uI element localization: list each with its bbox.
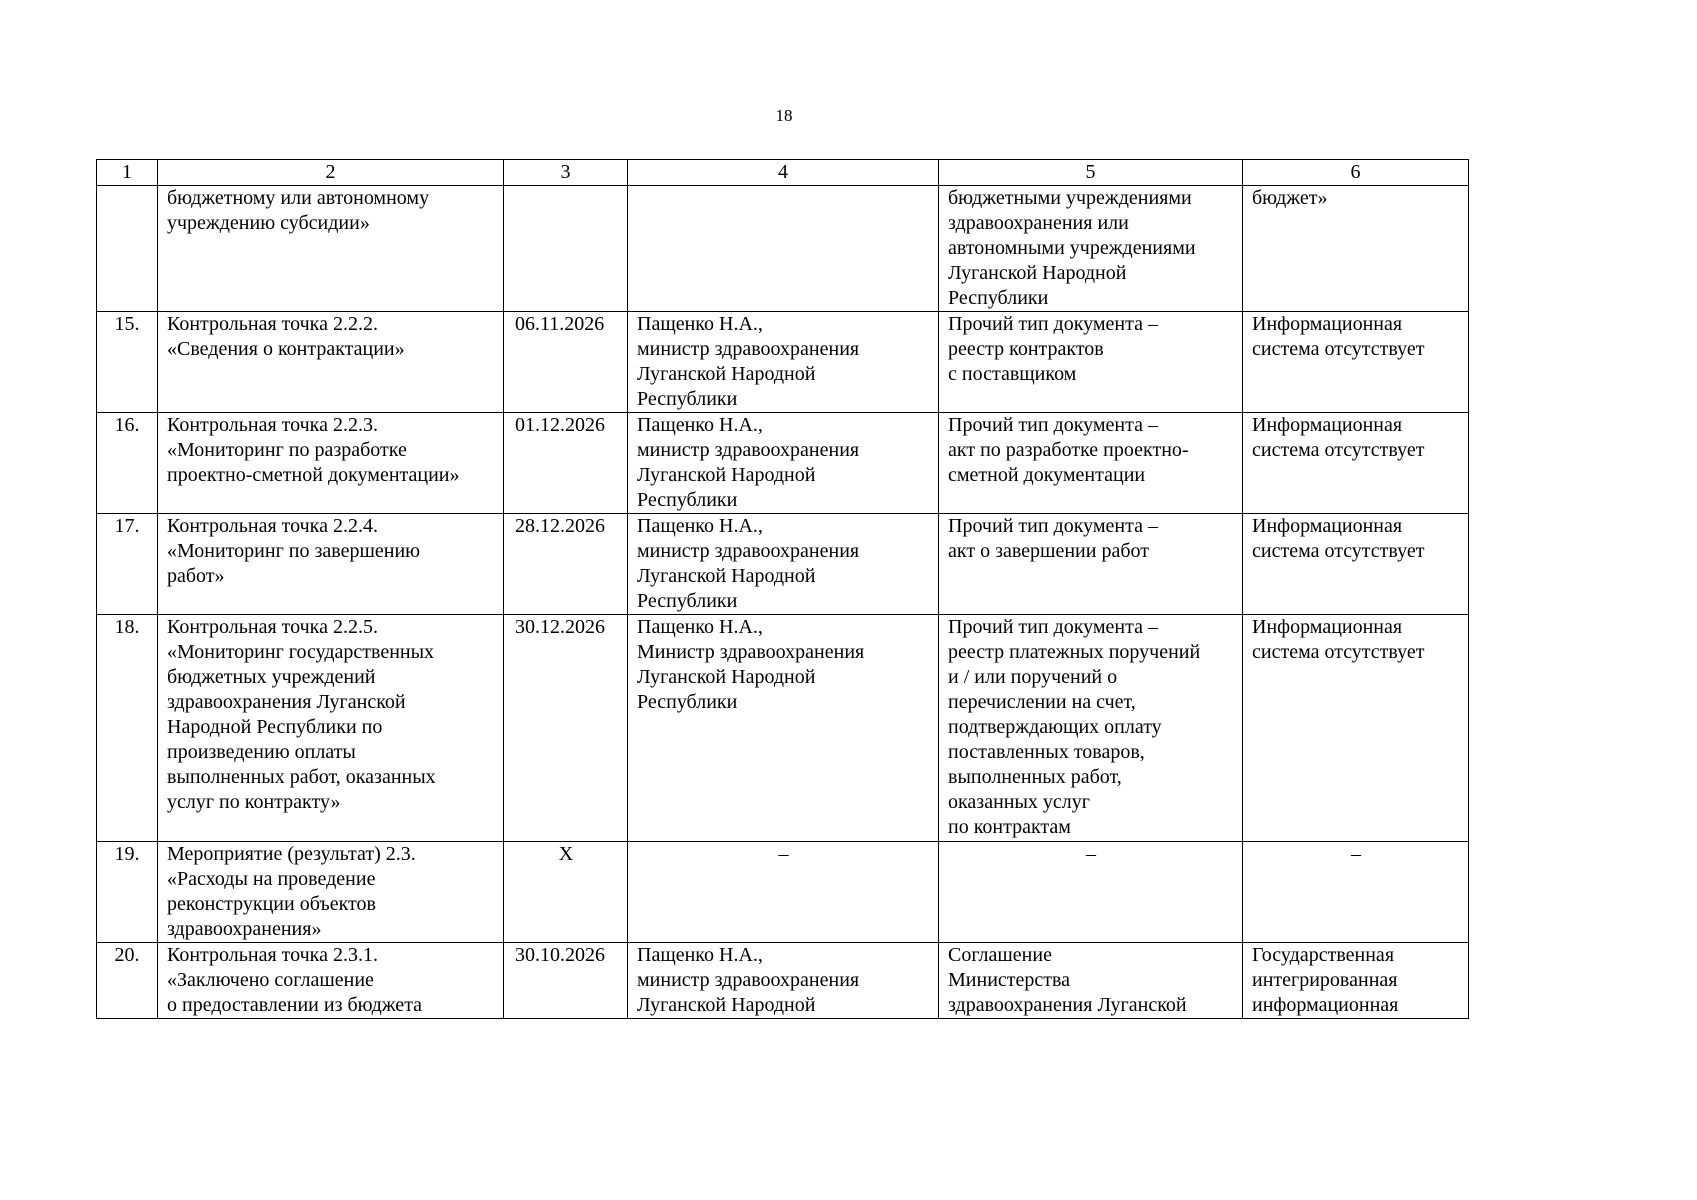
row-system-cell: бюджет» — [1243, 186, 1469, 312]
row-document-cell: Прочий тип документа – акт о завершении работ — [939, 514, 1243, 615]
row-title-cell: бюджетному или автономному учреждению субсидии» — [158, 186, 504, 312]
table-row — [97, 943, 1469, 1019]
row-document-cell: Прочий тип документа – акт по разработке проектно- сметной документации — [939, 413, 1243, 514]
row-document-cell: Прочий тип документа – реестр платежных поручений и / или поручений о перечислении на счет, подтверждающих оплату поставленных товаров, выполненных работ, оказанных услуг по контрактам — [939, 615, 1243, 842]
page-number: 18 — [775, 106, 793, 125]
row-number-cell: 19. — [97, 842, 158, 943]
row-system-cell: – — [1243, 842, 1469, 943]
row-document-cell: – — [939, 842, 1243, 943]
row-system-cell: Информационная система отсутствует — [1243, 413, 1469, 514]
column-header: 4 — [628, 160, 939, 186]
row-responsible-cell: Пащенко Н.А., министр здравоохранения Луганской Народной — [628, 943, 939, 1019]
row-document-cell: Прочий тип документа – реестр контрактов с поставщиком — [939, 312, 1243, 413]
row-date-cell: 30.10.2026 — [504, 943, 628, 1019]
row-number-cell: 17. — [97, 514, 158, 615]
column-header: 3 — [504, 160, 628, 186]
table-row — [97, 186, 1469, 312]
row-responsible-cell: Пащенко Н.А., Министр здравоохранения Луганской Народной Республики — [628, 615, 939, 842]
row-number-cell — [97, 186, 158, 312]
row-document-cell: бюджетными учреждениями здравоохранения или автономными учреждениями Луганской Народной Республики — [939, 186, 1243, 312]
row-date-cell: 28.12.2026 — [504, 514, 628, 615]
row-number-cell: 18. — [97, 615, 158, 842]
row-date-cell: 06.11.2026 — [504, 312, 628, 413]
table-row — [97, 413, 1469, 514]
row-number-cell: 16. — [97, 413, 158, 514]
row-number-cell: 20. — [97, 943, 158, 1019]
row-title-cell: Контрольная точка 2.2.4. «Мониторинг по завершению работ» — [158, 514, 504, 615]
row-title-cell: Контрольная точка 2.2.3. «Мониторинг по разработке проектно-сметной документации» — [158, 413, 504, 514]
row-title-cell: Контрольная точка 2.3.1. «Заключено соглашение о предоставлении из бюджета — [158, 943, 504, 1019]
column-header: 5 — [939, 160, 1243, 186]
row-title-cell: Контрольная точка 2.2.5. «Мониторинг государственных бюджетных учреждений здравоохранения Луганской Народной Республики по произведению оплаты выполненных работ, оказанных услуг по контракту» — [158, 615, 504, 842]
table-row — [97, 514, 1469, 615]
row-system-cell: Информационная система отсутствует — [1243, 312, 1469, 413]
table-header-row — [97, 160, 1469, 186]
row-system-cell: Информационная система отсутствует — [1243, 514, 1469, 615]
row-number-cell: 15. — [97, 312, 158, 413]
row-title-cell: Контрольная точка 2.2.2. «Сведения о контрактации» — [158, 312, 504, 413]
row-responsible-cell: – — [628, 842, 939, 943]
measures-table — [96, 159, 1469, 1019]
row-date-cell — [504, 186, 628, 312]
table-row — [97, 842, 1469, 943]
row-responsible-cell — [628, 186, 939, 312]
row-date-cell: X — [504, 842, 628, 943]
table-row — [97, 615, 1469, 842]
column-header: 1 — [97, 160, 158, 186]
row-title-cell: Мероприятие (результат) 2.3. «Расходы на проведение реконструкции объектов здравоохранения» — [158, 842, 504, 943]
row-responsible-cell: Пащенко Н.А., министр здравоохранения Луганской Народной Республики — [628, 514, 939, 615]
column-header: 6 — [1243, 160, 1469, 186]
row-date-cell: 30.12.2026 — [504, 615, 628, 842]
row-date-cell: 01.12.2026 — [504, 413, 628, 514]
column-header: 2 — [158, 160, 504, 186]
row-responsible-cell: Пащенко Н.А., министр здравоохранения Луганской Народной Республики — [628, 413, 939, 514]
row-system-cell: Государственная интегрированная информационная — [1243, 943, 1469, 1019]
table-row — [97, 312, 1469, 413]
row-responsible-cell: Пащенко Н.А., министр здравоохранения Луганской Народной Республики — [628, 312, 939, 413]
row-system-cell: Информационная система отсутствует — [1243, 615, 1469, 842]
row-document-cell: Соглашение Министерства здравоохранения Луганской — [939, 943, 1243, 1019]
